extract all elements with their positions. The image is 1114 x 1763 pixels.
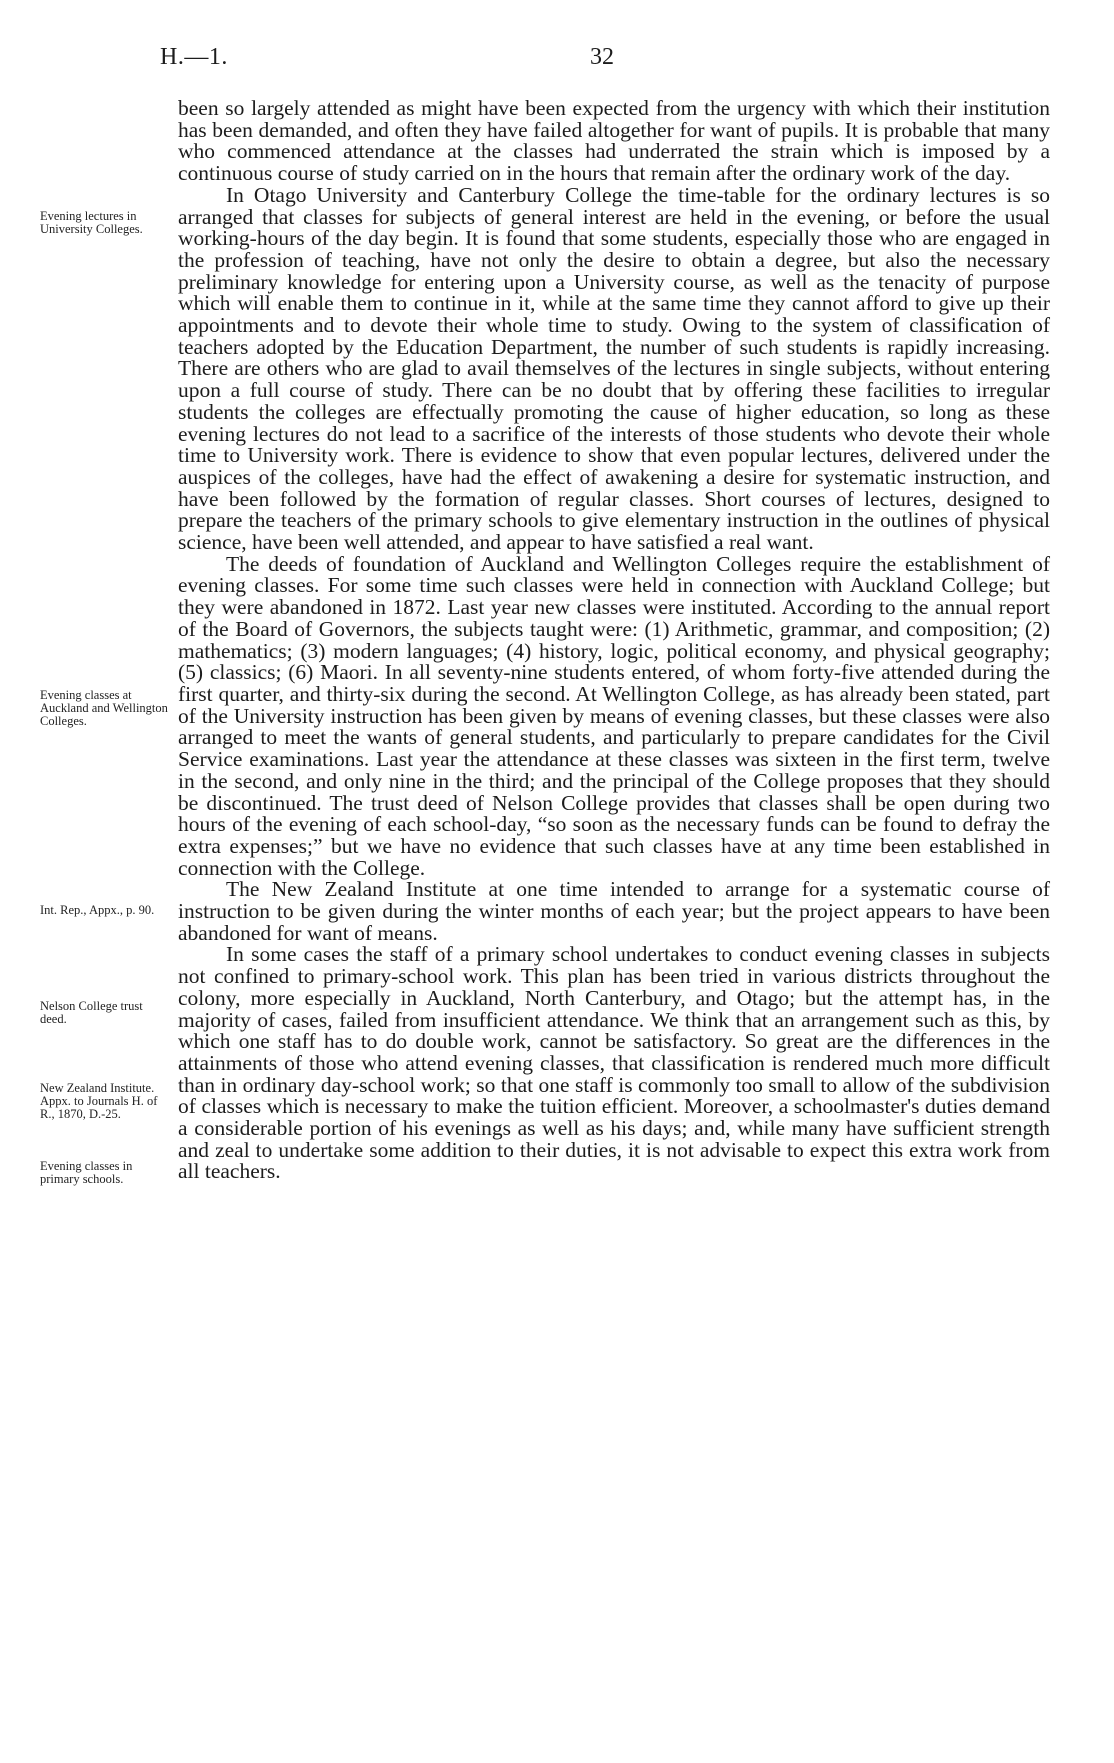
margin-note-int-rep: Int. Rep., Appx., p. 90. bbox=[40, 903, 155, 917]
paragraph-auckland-wellington-classes: The deeds of foundation of Auckland and Wellington Colleges require the establishment of evening classes. For some time such classes were held in connection with Auckland College; but they were abandoned in 1872. Last year new classes were instituted. According to the annual report of the Board of Governors, the subjects taught were: (1) Arithmetic, grammar, and composition; (2) mathematics; (3) modern languages; (4) history, logic, political economy, and physical geography; (5) classics; (6) Maori. In all seventy-nine students entered, of whom forty-five attended during the first quarter, and thirty-six during the second. At Wellington College, as has already been stated, part of the University instruction has been given by means of evening classes, but these classes were also arranged to meet the wants of general students, and particularly to prepare candidates for the Civil Service examinations. Last year the attendance at these classes was sixteen in the first term, twelve in the second, and only nine in the third; and the principal of the College proposes that they should be discontinued. The trust deed of Nelson College provides that classes shall be open during two hours of the evening of each school-day, “so soon as the necessary funds can be found to defray the extra expenses;” but we have no evidence that such classes have at any time been established in connection with the College. bbox=[178, 551, 1050, 880]
margin-note-nz-institute: New Zealand Institute. Appx. to Journals H. of R., 1870, D.-25. bbox=[40, 1081, 158, 1121]
margin-note-nelson-college: Nelson College trust deed. bbox=[40, 999, 143, 1026]
margin-note-auckland-wellington: Evening classes at Auckland and Wellington Colleges. bbox=[40, 688, 168, 728]
main-text bbox=[178, 98, 1050, 1183]
page-header bbox=[0, 44, 1114, 78]
document-reference: H.—1. bbox=[160, 44, 228, 70]
paragraph-primary-schools: In some cases the staff of a primary school undertakes to conduct evening classes in subjects not confined to primary-school work. This plan has been tried in various districts throughout the colony, more especially in Auckland, North Canterbury, and Otago; but the attempt has, in the majority of cases, failed from insufficient attendance. We think that an arrangement such as this, by which one staff has to do double work, cannot be satisfactory. So great are the differences in the attainments of those who attend evening classes, that classification is rendered much more difficult than in ordinary day-school work; so that one staff is commonly too small to allow of the subdivision of classes which is necessary to make the tuition efficient. Moreover, a schoolmaster's duties demand a considerable portion of his evenings as well as his days; and, while many have sufficient strength and zeal to undertake some addition to their duties, it is not advisable to expect this extra work from all teachers. bbox=[178, 942, 1050, 1184]
paragraph-nz-institute: The New Zealand Institute at one time intended to arrange for a systematic course of instruction to be given during the winter months of each year; but the project appears to have been abandoned for want of means. bbox=[178, 877, 1050, 945]
page-number: 32 bbox=[590, 44, 614, 70]
margin-note-evening-lectures: Evening lectures in University Colleges. bbox=[40, 209, 143, 236]
margin-note-primary-schools: Evening classes in primary schools. bbox=[40, 1159, 133, 1186]
paragraph-university-evening-lectures: In Otago University and Canterbury College the time-table for the ordinary lectures is so arranged that classes for subjects of general interest are held in the evening, or before the usual working-hours of the day begin. It is found that some students, especially those who are engaged in the profession of teaching, have not only the desire to obtain a degree, but also the necessary preliminary knowledge for entering upon a University course, as well as the tenacity of purpose which will enable them to continue in it, while at the same time they cannot afford to give up their appointments and to devote their whole time to study. Owing to the system of classification of teachers adopted by the Education Department, the number of such students is rapidly increasing. There are others who are glad to avail themselves of the lectures in single subjects, without entering upon a full course of study. There can be no doubt that by offering these facilities to irregular students the colleges are effectually promoting the cause of higher education, so long as these evening lectures do not lead to a sacrifice of the interests of those students who devote their whole time to University work. There is evidence to show that even popular lectures, delivered under the auspices of the colleges, have had the effect of awakening a desire for systematic instruction, and have been followed by the formation of regular classes. Short courses of lectures, designed to prepare the teachers of the primary schools to give elementary instruction in the outlines of physical science, have been well attended, and appear to have satisfied a real want. bbox=[178, 182, 1050, 555]
paragraph-continued: been so largely attended as might have been expected from the urgency with which their institution has been demanded, and often they have failed altogether for want of pupils. It is probable that many who commenced attendance at the classes had underrated the strain which is imposed by a continuous course of study carried on in the hours that remain after the ordinary work of the day. bbox=[178, 96, 1050, 186]
